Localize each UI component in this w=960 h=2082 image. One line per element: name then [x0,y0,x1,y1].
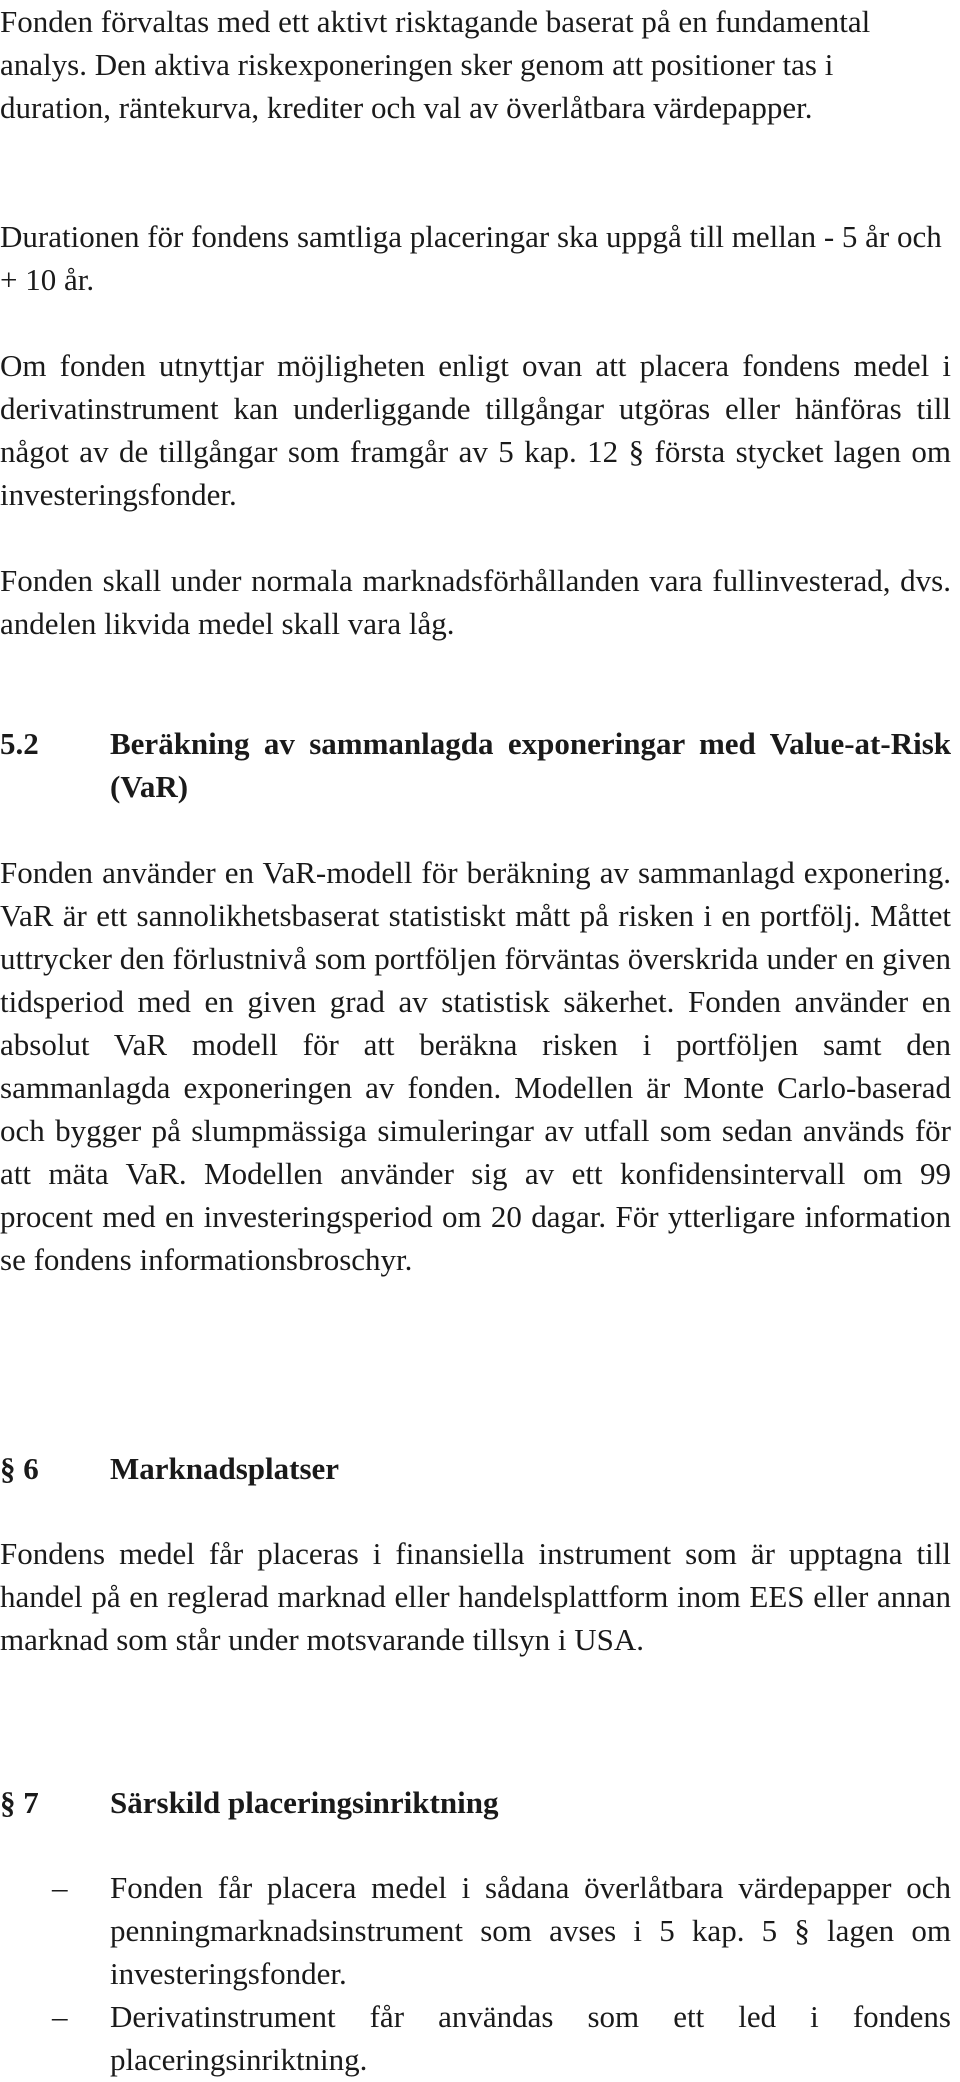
list-item-text: Fonden får placera medel i sådana överlåtbara värdepapper och penningmarknadsinstrument som avses i 5 kap. 5 § lagen om investeringsfonder. [110,1870,951,1991]
paragraph-derivatives: Om fonden utnyttjar möjligheten enligt ovan att placera fondens medel i derivatinstrument kan underliggande tillgångar utgöras eller hänföras till något av de tillgångar som framgår av 5 kap. 12 § första stycket lagen om investeringsfonder. [0,348,951,512]
list-item [0,1995,951,2081]
placement-list [0,1866,951,2081]
section-number: § 6 [0,1451,39,1486]
section-title: Beräkning av sammanlagda exponeringar med Value-at-Risk (VaR) [110,726,951,804]
dash-bullet: – [52,1999,68,2034]
dash-bullet: – [52,1870,68,1905]
paragraph-duration: Durationen för fondens samtliga placeringar ska uppgå till mellan - 5 år och + 10 år. [0,219,942,297]
list-item-text: Derivatinstrument får användas som ett led i fondens placeringsinriktning. [110,1999,951,2077]
paragraph-fully-invested: Fonden skall under normala marknadsförhållanden vara fullinvesterad, dvs. andelen likvida medel skall vara låg. [0,563,951,641]
paragraph-risk-management: Fonden förvaltas med ett aktivt risktagande baserat på en fundamental analys. Den aktiva riskexponeringen sker genom att positioner tas i duration, räntekurva, krediter och val av överlåtbara värdepapper. [0,4,871,125]
heading-section-6 [0,1447,339,1490]
list-item [0,1866,951,1995]
section-number: 5.2 [0,726,39,761]
section-title: Särskild placeringsinriktning [110,1785,499,1820]
heading-section-7 [0,1781,498,1824]
section-title: Marknadsplatser [110,1451,340,1486]
paragraph-var-model: Fonden använder en VaR-modell för beräkning av sammanlagd exponering. VaR är ett sannolikhetsbaserat statistiskt mått på risken i en portfölj. Måttet uttrycker den förlustnivå som portföljen förväntas överskrida under en given tidsperiod med en given grad av statistisk säkerhet. Fonden använder en absolut VaR modell för att beräkna risken i portföljen samt den sammanlagda exponeringen av fonden. Modellen är Monte Carlo-baserad och bygger på slumpmässiga simuleringar av utfall som sedan används för att mäta VaR. Modellen använder sig av ett konfidensintervall om 99 procent med en investeringsperiod om 20 dagar. För ytterligare information se fondens informationsbroschyr. [0,855,951,1277]
heading-section-5-2 [0,722,951,808]
paragraph-marketplaces: Fondens medel får placeras i finansiella instrument som är upptagna till handel på en reglerad marknad eller handelsplattform inom EES eller annan marknad som står under motsvarande tillsyn i USA. [0,1536,951,1657]
section-number: § 7 [0,1785,39,1820]
